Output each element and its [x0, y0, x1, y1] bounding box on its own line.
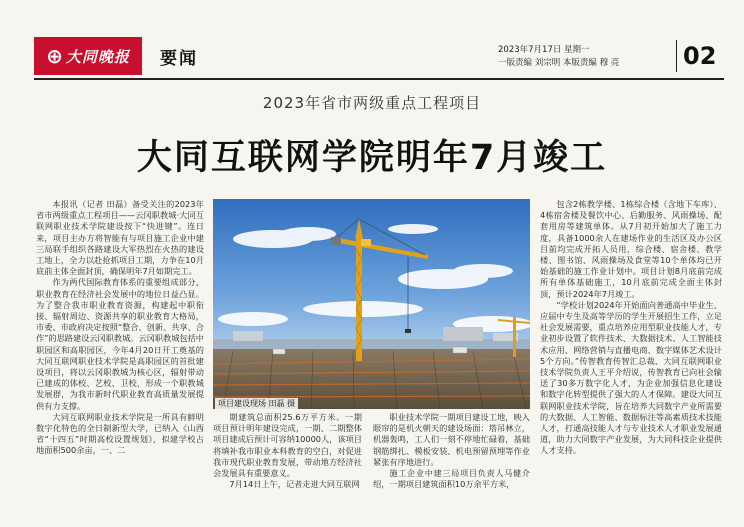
- issue-meta: [498, 44, 619, 70]
- paragraph: “学校计划2024年开始面向普通高中毕业生、应届中专生及高等学历的学生开展招生工作，立足社会发展需要，重点培养应用型职业技能人才，专业初步设置了软件技术、大数据技术、人工智能技术应用、网络营销与直播电商、数字媒体艺术设计5个方向。”传智教育传智汇总裁、大同互联网职业技术学院负责人王平介绍说，传智教育已向社会输送了30多万数字化人才，为企业加强信息化建设和数字化转型提供了强大的人才保障。建设大同互联网职业技术学院，旨在培养大同数字产业所需要的大数据、人工智能、数据标注等高素质技术技能人才，打通高技能人才与专业技术人才职业发展通道，助力大同数字产业发展，为大同科技企业提供人才支持。: [540, 299, 722, 456]
- article-column-right: [540, 199, 722, 525]
- paragraph: 期建筑总面积25.6万平方米。一期项目预计明年建设完成，一期、二期整体项目建成后预计可容纳10000人，该项目将填补我市职业本科教育的空白，对促进我市现代职业教育发展，带动地方经济社会发展具有重要意义。: [213, 412, 362, 479]
- article-column-mid-a: [213, 412, 362, 525]
- article-column-mid-b: [373, 412, 530, 525]
- paragraph: 7月14日上午，记者走进大同互联网: [229, 479, 360, 490]
- article-kicker: 2023年省市两级重点工程项目: [262, 94, 482, 112]
- header-divider: [676, 40, 677, 72]
- article-column-left: [36, 199, 204, 525]
- construction-site-image: [213, 199, 530, 409]
- paragraph: 本报讯（记者 田磊）备受关注的2023年省市两级重点工程项目——云冈职教城·大同互联网职业技术学院建设按下“快进键”。连日来，项目主办方将智能有与项目施工企业中建三局联手组织各路建设大军热烈在火热的建设工地上，全力以赴抢抓项目工期，力争在10月底前主体全面封顶，确保明年7月如期完工。: [36, 199, 204, 277]
- paragraph: 大同互联网职业技术学院是一所具有鲜明数字化特色的全日制新型大学，已纳入《山西省“十四五”时期高校设置规划》，拟建学校占地面积500余亩，一、二: [36, 411, 204, 456]
- article-headline: 大同互联网学院明年7月竣工: [136, 138, 608, 178]
- issue-date: 2023年7月17日 星期一: [498, 45, 590, 55]
- paragraph: 职业技术学院一期项目建设工地，映入眼帘的是机火朝天的建设场面：塔吊林立，机器轰鸣，工人们一刻不停地忙碌着，基础钢筋绑扎、模板安装、机电预留预埋等作业紧张有序地进行。: [373, 412, 530, 467]
- section-title: 要闻: [160, 49, 198, 69]
- photo-caption: 项目建设现场 田磊 摄: [215, 398, 298, 409]
- newspaper-logo[interactable]: [34, 37, 142, 75]
- header-rule: [34, 78, 724, 80]
- page-number: 02: [683, 42, 717, 70]
- logo-text: 大同晚报: [65, 47, 130, 66]
- paragraph: 包含2栋教学楼、1栋综合楼（含地下车库）、4栋宿舍楼及餐饮中心、后勤服务、风雨操场、配套用房等建筑单体。从7月初开始加大了施工力度，具备1000余人在建场作业的生活区及办公区目前均完成开拓人员用，综合楼、宿舍楼、教学楼、图书馆、风雨操场及食堂等10个单体均已开始基础的施工作业计划中。项目计划8月底前完成所有单体基础施工，10月底前完成全面主体封顶，预计2024年7月竣工。: [540, 199, 722, 299]
- article-photo[interactable]: [213, 199, 530, 409]
- logo-mark-icon: ⊕: [46, 44, 64, 68]
- paragraph: 作为两代国际教育体系的重要组成部分，职业教育在经济社会发展中的地位日益凸显。为了整合我市职业教育资源，构建起中职衔接、辐射周边、资源共享的职业教育大格局，市委、市政府决定按照“整合、创新、共享、合作”的思路建设云冈职教城。云冈职教城包括中职园区和高职园区，今年4月20日开工奠基的大同互联网职业技术学院是高职园区的首批建设项目，将以云冈职教城为核心区，辐射带动已建成的体校、艺校、卫校，形成一个职教城发展群，为我市新时代职业教育高质量发展提供有力支撑。: [36, 277, 204, 411]
- paragraph: 施工企业中建三局项目负责人马健介绍，一期项目建筑面积10万余平方米，: [373, 468, 530, 490]
- issue-editors: 一版责编 刘宗明 本版责编 穆 亮: [498, 58, 620, 68]
- masthead: [0, 0, 744, 80]
